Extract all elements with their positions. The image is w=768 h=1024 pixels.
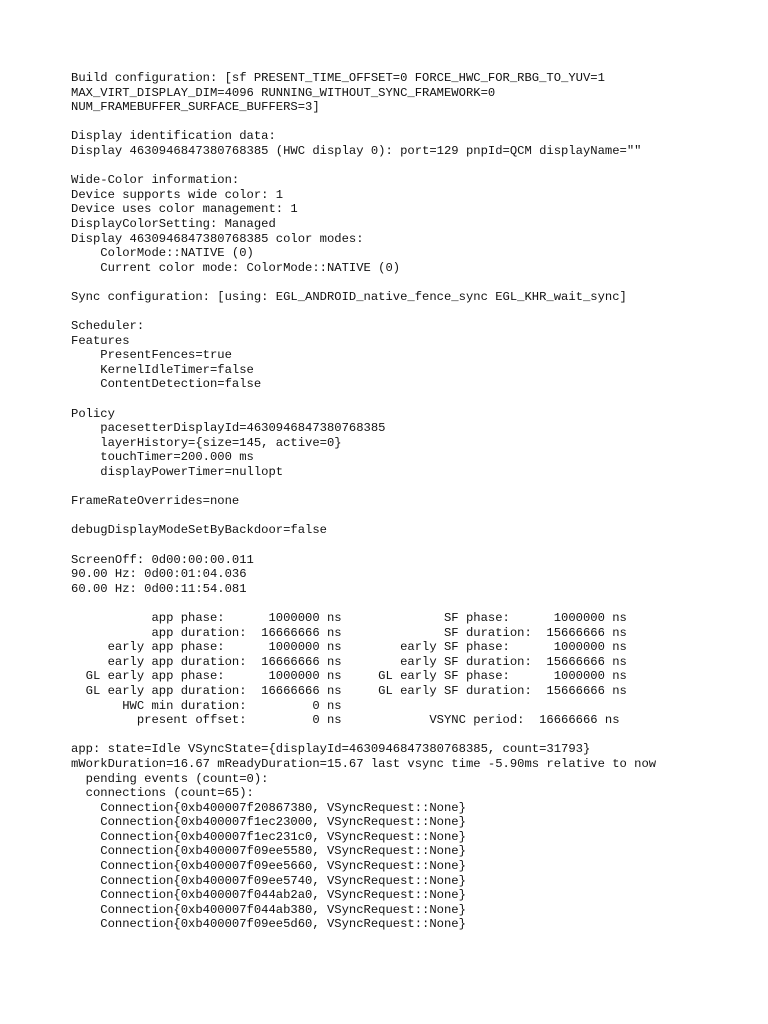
document-line: 60.00 Hz: 0d00:11:54.081 <box>71 581 247 596</box>
document-line <box>71 596 761 611</box>
document-line: Connection{0xb400007f044ab2a0, VSyncRequest::None} <box>71 888 466 903</box>
document-line <box>71 159 761 174</box>
document-line: early app duration: 16666666 ns early SF duration: 15666666 ns <box>71 654 627 669</box>
document-line: touchTimer=200.000 ms <box>71 450 254 465</box>
document-line: Device supports wide color: 1 <box>71 187 284 202</box>
document-line: Connection{0xb400007f1ec231c0, VSyncRequest::None} <box>71 829 466 844</box>
document-line: NUM_FRAMEBUFFER_SURFACE_BUFFERS=3] <box>71 100 320 115</box>
document-line: Device uses color management: 1 <box>71 202 298 217</box>
document-line: ColorMode::NATIVE (0) <box>71 246 254 261</box>
document-line: Display 4630946847380768385 color modes: <box>71 231 364 246</box>
document-line: Scheduler: <box>71 319 145 334</box>
document-line: GL early app duration: 16666666 ns GL early SF duration: 15666666 ns <box>71 683 627 698</box>
document-line: Connection{0xb400007f09ee5740, VSyncRequest::None} <box>71 873 466 888</box>
document-line: early app phase: 1000000 ns early SF phase: 1000000 ns <box>71 640 627 655</box>
document-line: FrameRateOverrides=none <box>71 494 240 509</box>
document-line: layerHistory={size=145, active=0} <box>71 435 342 450</box>
document-line: Connection{0xb400007f044ab380, VSyncRequest::None} <box>71 902 466 917</box>
document-line: debugDisplayModeSetByBackdoor=false <box>71 523 327 538</box>
document-line: pending events (count=0): <box>71 771 269 786</box>
document-line <box>71 392 761 407</box>
dumpsys-text-document <box>71 71 761 932</box>
document-line: app duration: 16666666 ns SF duration: 15666666 ns <box>71 625 627 640</box>
document-line <box>71 115 761 130</box>
document-line <box>71 275 761 290</box>
document-line: PresentFences=true <box>71 348 232 363</box>
document-line: app: state=Idle VSyncState={displayId=4630946847380768385, count=31793} <box>71 742 591 757</box>
document-line: Policy <box>71 406 115 421</box>
document-line: Connection{0xb400007f09ee5660, VSyncRequest::None} <box>71 859 466 874</box>
document-line: present offset: 0 ns VSYNC period: 16666666 ns <box>71 713 620 728</box>
document-line: Current color mode: ColorMode::NATIVE (0) <box>71 260 401 275</box>
document-line: Features <box>71 333 130 348</box>
document-line <box>71 538 761 553</box>
document-line: Sync configuration: [using: EGL_ANDROID_native_fence_sync EGL_KHR_wait_sync] <box>71 289 627 304</box>
document-line: Connection{0xb400007f1ec23000, VSyncRequest::None} <box>71 815 466 830</box>
document-line: connections (count=65): <box>71 786 254 801</box>
document-line: pacesetterDisplayId=4630946847380768385 <box>71 421 386 436</box>
document-line: ContentDetection=false <box>71 377 262 392</box>
document-line: DisplayColorSetting: Managed <box>71 216 276 231</box>
document-line: GL early app phase: 1000000 ns GL early SF phase: 1000000 ns <box>71 669 627 684</box>
document-line: 90.00 Hz: 0d00:01:04.036 <box>71 567 247 582</box>
document-line: Connection{0xb400007f09ee5d60, VSyncRequest::None} <box>71 917 466 932</box>
document-line <box>71 305 761 320</box>
document-line: displayPowerTimer=nullopt <box>71 465 284 480</box>
document-line: ScreenOff: 0d00:00:00.011 <box>71 552 254 567</box>
document-line: Connection{0xb400007f09ee5580, VSyncRequest::None} <box>71 844 466 859</box>
document-line: Build configuration: [sf PRESENT_TIME_OFFSET=0 FORCE_HWC_FOR_RBG_TO_YUV=1 <box>71 71 605 85</box>
document-line <box>71 509 761 524</box>
document-line: Display identification data: <box>71 129 276 144</box>
document-line <box>71 728 761 743</box>
document-line: HWC min duration: 0 ns <box>71 698 342 713</box>
document-line: Connection{0xb400007f20867380, VSyncRequest::None} <box>71 800 466 815</box>
document-line: mWorkDuration=16.67 mReadyDuration=15.67 last vsync time -5.90ms relative to now <box>71 756 657 771</box>
document-line <box>71 480 761 495</box>
document-line: Wide-Color information: <box>71 173 240 188</box>
document-line: app phase: 1000000 ns SF phase: 1000000 ns <box>71 610 627 625</box>
document-line: MAX_VIRT_DISPLAY_DIM=4096 RUNNING_WITHOUT_SYNC_FRAMEWORK=0 <box>71 85 496 100</box>
document-line: KernelIdleTimer=false <box>71 362 254 377</box>
document-line: Display 4630946847380768385 (HWC display 0): port=129 pnpId=QCM displayName="" <box>71 143 642 158</box>
